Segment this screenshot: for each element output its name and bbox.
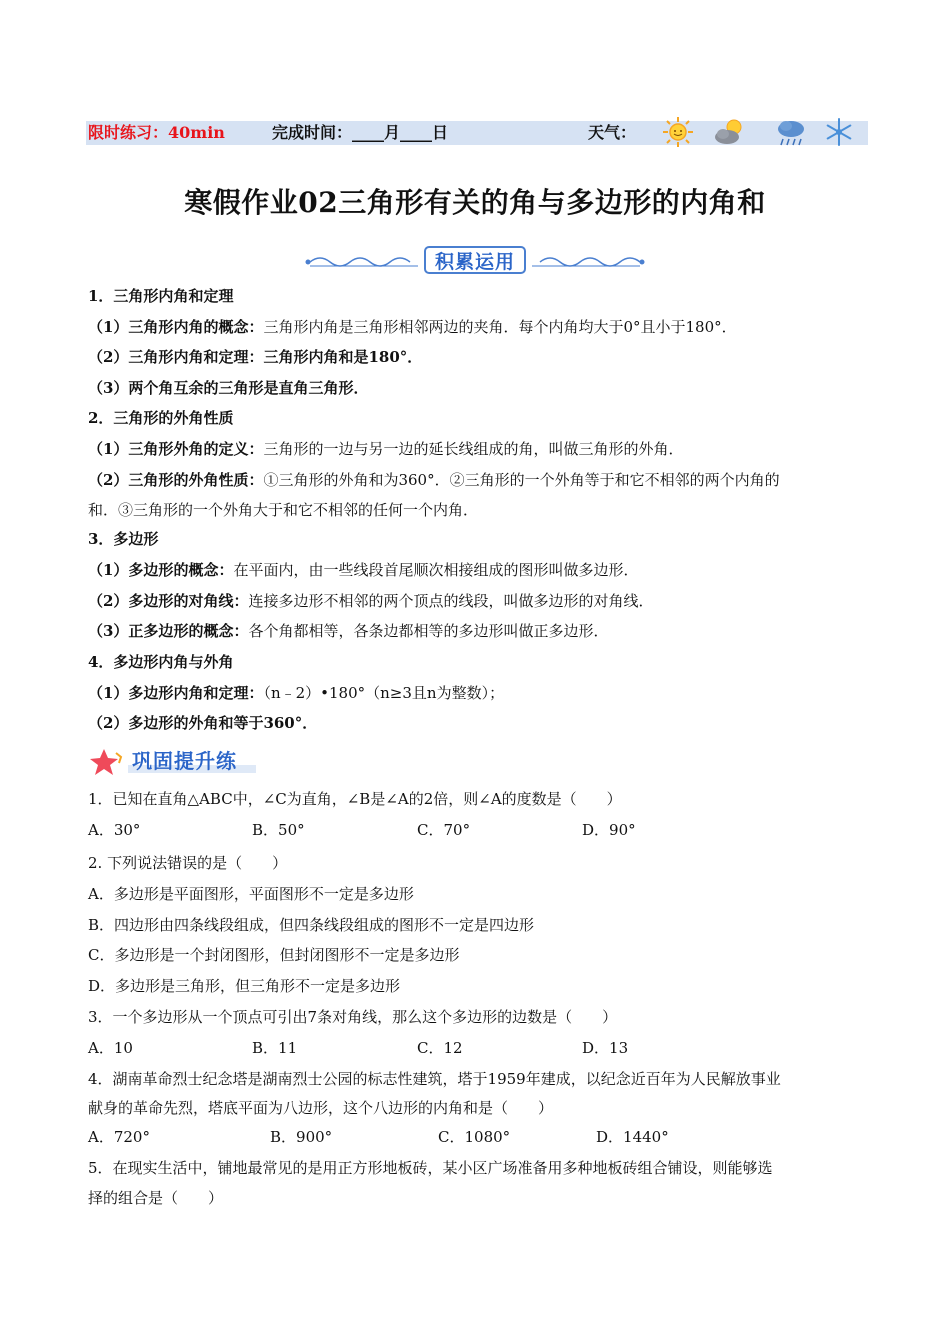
question-2-option-c[interactable]: C．多边形是一个封闭图形，但封闭图形不一定是多边形	[88, 946, 460, 964]
question-4-option-d[interactable]: D．1440°	[596, 1128, 669, 1146]
question-1-option-d[interactable]: D．90°	[582, 821, 636, 839]
knowledge-line: 3．多边形	[88, 530, 159, 548]
question-2-option-a[interactable]: A．多边形是平面图形，平面图形不一定是多边形	[88, 885, 414, 903]
question-3-option-a[interactable]: A．10	[88, 1039, 133, 1057]
question-1-option-a[interactable]: A．30°	[88, 821, 141, 839]
knowledge-line: （2）三角形的外角性质：①三角形的外角和为360°．②三角形的一个外角等于和它不相邻的两个内角的	[88, 471, 780, 489]
question-4-option-c[interactable]: C．1080°	[438, 1128, 511, 1146]
knowledge-line: （1）三角形内角的概念：三角形内角是三角形相邻两边的夹角．每个内角均大于0°且小于180°．	[88, 318, 737, 336]
knowledge-line: （2）多边形的外角和等于360°．	[88, 714, 318, 732]
partly-cloudy-icon	[712, 116, 746, 148]
knowledge-line: 2．三角形的外角性质	[88, 409, 234, 427]
knowledge-line: （1）三角形外角的定义：三角形的一边与另一边的延长线组成的角，叫做三角形的外角．	[88, 440, 684, 458]
time-limit-label: 限时练习：40min	[88, 123, 225, 142]
question-1-stem: 1．已知在直角△ABC中，∠C为直角，∠B是∠A的2倍，则∠A的度数是（ ）	[88, 790, 622, 808]
question-2-option-b[interactable]: B．四边形由四条线段组成，但四条线段组成的图形不一定是四边形	[88, 916, 535, 934]
sun-icon	[661, 116, 695, 148]
question-3-option-d[interactable]: D．13	[582, 1039, 629, 1057]
knowledge-line: 和．③三角形的一个外角大于和它不相邻的任何一个内角．	[88, 501, 479, 519]
knowledge-line: （3）正多边形的概念：各个角都相等，各条边都相等的多边形叫做正多边形．	[88, 622, 609, 640]
knowledge-line: （2）三角形内角和定理：三角形内角和是180°．	[88, 348, 423, 366]
question-2-option-d[interactable]: D．多边形是三角形，但三角形不一定是多边形	[88, 977, 401, 995]
snowflake-icon	[822, 116, 856, 148]
weather-label: 天气：	[588, 123, 637, 142]
knowledge-line: （1）多边形内角和定理：（n﹣2）•180°（n≥3且n为整数）；	[88, 684, 505, 702]
knowledge-line: （1）多边形的概念：在平面内，由一些线段首尾顺次相接组成的图形叫做多边形．	[88, 561, 639, 579]
knowledge-line: （3）两个角互余的三角形是直角三角形．	[88, 379, 369, 397]
question-3-option-c[interactable]: C．12	[417, 1039, 463, 1057]
question-1-option-b[interactable]: B．50°	[252, 821, 305, 839]
question-5-stem-line: 择的组合是（ ）	[88, 1189, 224, 1207]
banner-label: 积累运用	[424, 246, 526, 274]
question-4-stem-line: 4．湖南革命烈士纪念塔是湖南烈士公园的标志性建筑，塔于1959年建成，以纪念近百年为人民解放事业	[88, 1070, 781, 1088]
question-3-option-b[interactable]: B．11	[252, 1039, 298, 1057]
question-2-stem: 2. 下列说法错误的是（ ）	[88, 854, 288, 872]
knowledge-line: （2）多边形的对角线：连接多边形不相邻的两个顶点的线段，叫做多边形的对角线．	[88, 592, 654, 610]
section-heading: 巩固提升练	[132, 749, 237, 773]
completion-time-label: 完成时间：____月____日	[272, 123, 449, 142]
question-5-stem-line: 5．在现实生活中，铺地最常见的是用正方形地板砖，某小区广场准备用多种地板砖组合铺设，则能够选	[88, 1159, 773, 1177]
question-1-option-c[interactable]: C．70°	[417, 821, 471, 839]
page-title: 寒假作业02三角形有关的角与多边形的内角和	[184, 186, 766, 219]
knowledge-line: 4．多边形内角与外角	[88, 653, 234, 671]
knowledge-line: 1．三角形内角和定理	[88, 287, 234, 305]
question-4-option-b[interactable]: B．900°	[270, 1128, 333, 1146]
question-4-stem-line: 献身的革命先烈，塔底平面为八边形，这个八边形的内角和是（ ）	[88, 1099, 554, 1117]
question-3-stem: 3．一个多边形从一个顶点可引出7条对角线，那么这个多边形的边数是（ ）	[88, 1008, 618, 1026]
rain-cloud-icon	[774, 116, 808, 148]
question-4-option-a[interactable]: A．720°	[88, 1128, 150, 1146]
